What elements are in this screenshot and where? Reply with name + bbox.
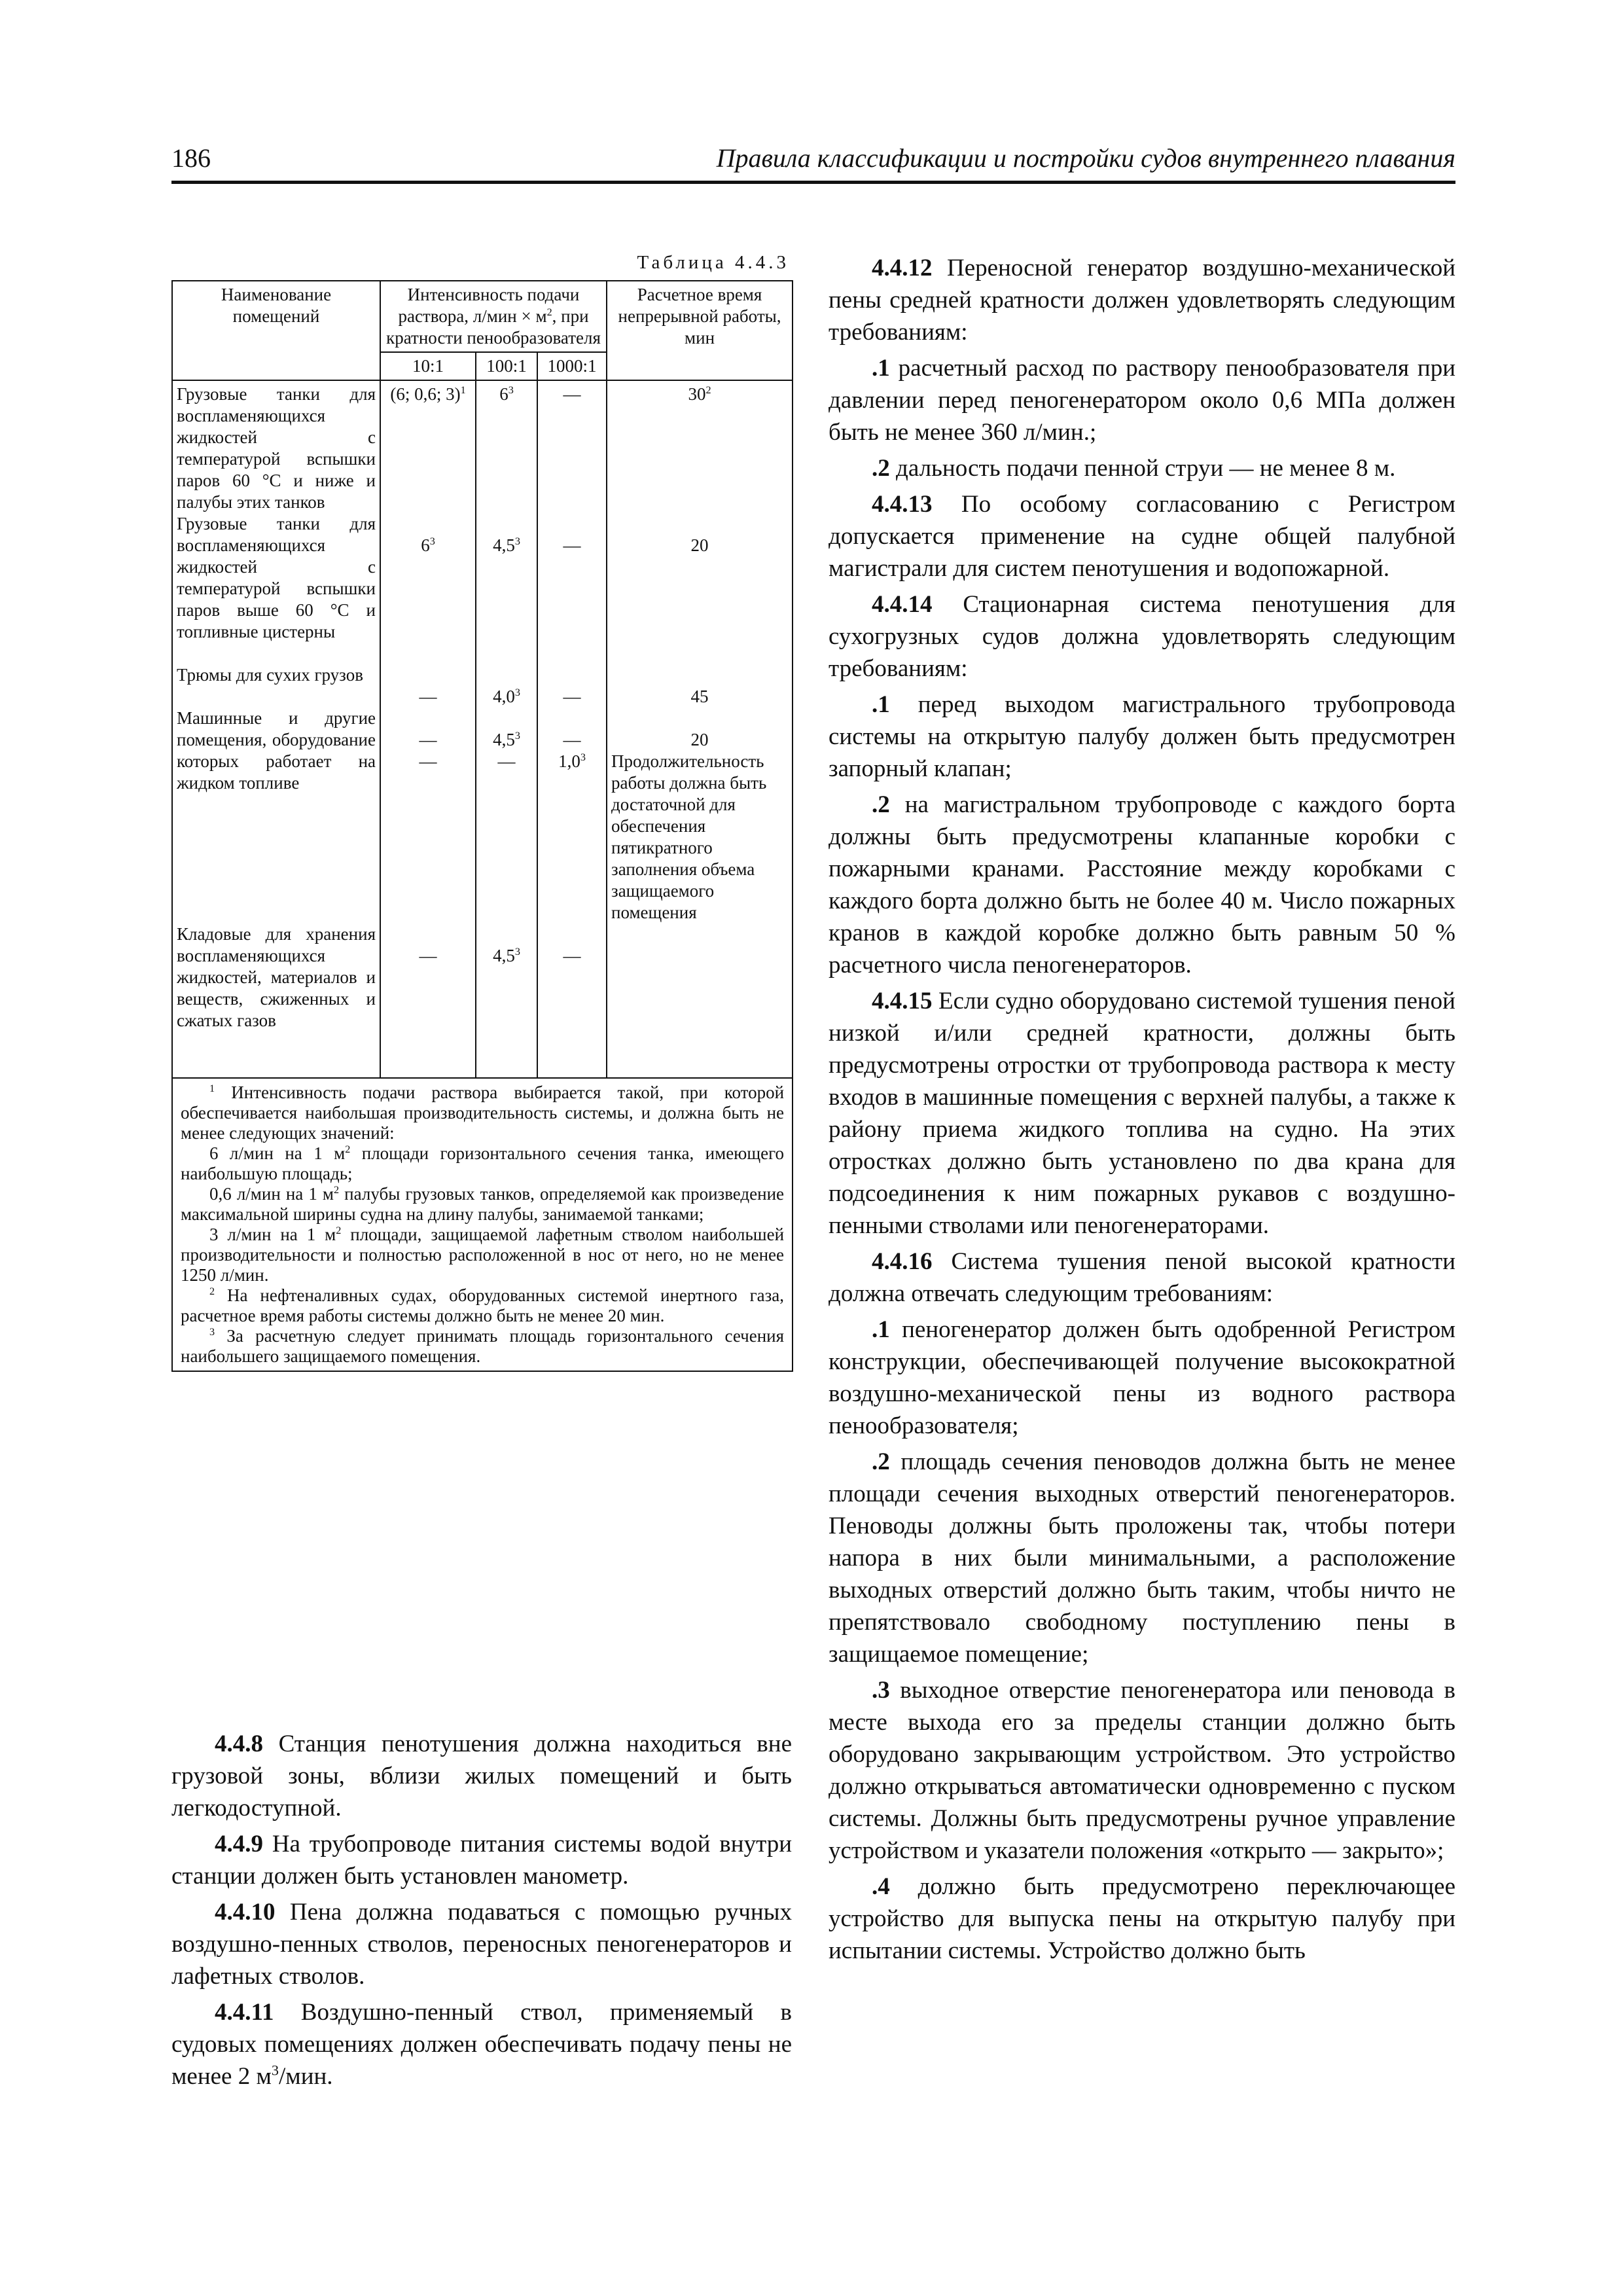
table-body-row — [172, 380, 793, 1078]
footnote-1c: 3 л/мин на 1 $м^2$ площади, защищаемой лафетным стволом наибольшей производительности и полностью расположенной в нос от него, но не менее 1250 л/мин. — [181, 1225, 785, 1285]
left-text-block — [171, 1728, 792, 2096]
item-4-4-12-1: .1 расчетный расход по раствору пенообразователя при давлении перед пеногенератором около 0,6 МПа должен быть не менее 360 л/мин.; — [829, 355, 1455, 446]
col-header-name: Наименование помещений — [172, 281, 380, 380]
value-cell: $4,0^3$ — [493, 687, 520, 706]
right-column — [829, 252, 1455, 1971]
col-header-time: Расчетное время непрерывной работы, мин — [607, 281, 793, 380]
left-column — [171, 252, 792, 2090]
value-cell: $6^3$ — [499, 384, 514, 404]
item-4-4-14-1: .1 перед выходом магистрального трубопровода системы на открытую палубу должен быть предусмотрен запорный клапан; — [829, 691, 1455, 782]
table-caption: Таблица 4.4.3 — [637, 252, 789, 273]
value-cell: — — [419, 751, 437, 771]
sub-header-1000: 1000:1 — [537, 352, 607, 380]
item-4-4-16-1: .1 пеногенератор должен быть одобренной Регистром конструкции, обеспечивающей получение высокократной воздушно-механической пены из водного раствора пенообразователя; — [829, 1316, 1455, 1439]
value-cell: 45 — [690, 687, 709, 706]
sub-header-100: 100:1 — [476, 352, 537, 380]
paragraph-4-4-12: 4.4.12 Переносной генератор воздушно-механической пены средней кратности должен удовлетворять следующим требованиям: — [829, 255, 1455, 346]
paragraph-4-4-10: 4.4.10 Пена должна подаваться с помощью ручных воздушно-пенных стволов, переносных пеногенераторов и лафетных стволов. — [171, 1899, 792, 1990]
value-cell: $4,5^3$ — [493, 946, 520, 965]
value-cell: — — [563, 687, 581, 706]
foam-intensity-table — [171, 280, 793, 1372]
value-cell: (6; 0,6; 3)$^1$ — [390, 384, 466, 404]
col-header-intensity: Интенсивность подачи раствора, $л/мин \times м^2$, при кратности пенообразователя — [380, 281, 607, 352]
value-cell: $6^3$ — [421, 535, 435, 555]
table-footnotes — [172, 1078, 793, 1371]
paragraph-4-4-9: 4.4.9 На трубопроводе питания системы водой внутри станции должен быть установлен манометр. — [171, 1831, 792, 1890]
col-10-cell — [380, 380, 476, 1078]
value-cell: $30^2$ — [688, 384, 711, 404]
item-4-4-14-2: .2 на магистральном трубопроводе с каждого борта должны быть предусмотрены клапанные коробки с пожарными кранами. Расстояние между коробками с каждого борта должно быть не более 40 м. Число пожарных кранов в каждой коробке должно быть равным 50 % расчетного числа пеногенераторов. — [829, 791, 1455, 978]
paragraph-4-4-14: 4.4.14 Стационарная система пенотушения для сухогрузных судов должна удовлетворять следующим требованиям: — [829, 591, 1455, 682]
item-4-4-16-3: .3 выходное отверстие пеногенератора или пеновода в месте выхода его за пределы станции должно быть оборудовано закрывающим устройством. Это устройство должно открываться автоматически одновременно с пуском системы. Должны быть предусмотрены ручное управление устройством и указатели положения «открыто — закрыто»; — [829, 1677, 1455, 1864]
footnote-1a: 6 л/мин на 1 $м^2$ площади горизонтального сечения танка, имеющего наибольшую площадь; — [181, 1143, 785, 1183]
col-100-cell — [476, 380, 537, 1078]
value-cell: — — [497, 751, 516, 771]
paragraph-4-4-15: 4.4.15 Если судно оборудовано системой тушения пеной низкой и/или средней кратности, должны быть предусмотрены отростки от трубопровода раствора к месту входов в машинные помещения с верхней палубы, а также к району приема жидкого топлива на судно. На этих отростках должно быть установлено по два крана для подсоединения к ним пожарных рукавов с воздушно-пенными стволами или пеногенераторами. — [829, 988, 1455, 1239]
row-name: Трюмы для сухих грузов — [177, 665, 363, 685]
paragraph-4-4-11: 4.4.11 Воздушно-пенный ствол, применяемый в судовых помещениях должен обеспечивать подачу пены не менее 2 $м^3$/мин. — [171, 1999, 792, 2090]
value-cell: $4,5^3$ — [493, 730, 520, 749]
item-4-4-16-4: .4 должно быть предусмотрено переключающее устройство для выпуска пены на открытую палубу при испытании системы. Устройство должно быть — [829, 1873, 1455, 1964]
footnote-3: $^3$ За расчетную следует принимать площадь горизонтального сечения наибольшего защищаемого помещения. — [181, 1326, 785, 1366]
row-name: Грузовые танки для воспламеняющихся жидкостей с температурой вспышки паров выше 60 °C и топливные цистерны — [177, 514, 376, 641]
paragraph-4-4-8: 4.4.8 Станция пенотушения должна находиться вне грузовой зоны, вблизи жилых помещений и быть легкодоступной. — [171, 1731, 792, 1821]
row-name: Кладовые для хранения воспламеняющихся жидкостей, материалов и веществ, сжиженных и сжатых газов — [177, 924, 376, 1030]
paragraph-4-4-16: 4.4.16 Система тушения пеной высокой кратности должна отвечать следующим требованиям: — [829, 1248, 1455, 1307]
names-cell — [172, 380, 380, 1078]
value-cell: Продолжительность работы должна быть достаточной для обеспечения пятикратного заполнения объема защищаемого помещения — [611, 751, 767, 922]
value-cell: — — [563, 535, 581, 555]
row-name: Грузовые танки для воспламеняющихся жидкостей с температурой вспышки паров 60 °C и ниже и палубы этих танков — [177, 384, 376, 512]
value-cell: — — [419, 687, 437, 706]
value-cell: $1,0^3$ — [558, 751, 586, 771]
value-cell: 20 — [690, 535, 709, 555]
row-name: Машинные и другие помещения, оборудование которых работает на жидком топливе — [177, 708, 376, 793]
footnote-2: $^2$ На нефтеналивных судах, оборудованных системой инертного газа, расчетное время работы системы должно быть не менее 20 мин. — [181, 1285, 785, 1325]
value-cell: 20 — [690, 730, 709, 749]
page-number: 186 — [171, 143, 211, 173]
running-title: Правила классификации и постройки судов внутреннего плавания — [716, 143, 1455, 173]
footnote-1: $^1$ Интенсивность подачи раствора выбирается такой, при которой обеспечивается наибольшая производительность системы, и должна быть не менее следующих значений: — [181, 1083, 785, 1143]
col-1000-cell — [537, 380, 607, 1078]
footnote-1b: 0,6 л/мин на 1 $м^2$ палубы грузовых танков, определяемой как произведение максимальной ширины судна на длину палубы, занимаемой танками; — [181, 1184, 785, 1224]
value-cell: $4,5^3$ — [493, 535, 520, 555]
value-cell: — — [419, 946, 437, 965]
value-cell: — — [563, 946, 581, 965]
value-cell: — — [419, 730, 437, 749]
page-header — [171, 143, 1455, 184]
value-cell: — — [563, 384, 581, 404]
item-4-4-12-2: .2 дальность подачи пенной струи — не менее 8 м. — [872, 455, 1396, 482]
item-4-4-16-2: .2 площадь сечения пеноводов должна быть не менее площади сечения выходных отверстий пеногенераторов. Пеноводы должны быть проложены так, чтобы потери напора в них были минимальными, а расположение выходных отверстий должно быть таким, чтобы ничто не препятствовало свободному поступлению пены в защищаемое помещение; — [829, 1448, 1455, 1668]
sub-header-10: 10:1 — [380, 352, 476, 380]
paragraph-4-4-13: 4.4.13 По особому согласованию с Регистром допускается применение на судне общей палубной магистрали для систем пенотушения и водопожарной. — [829, 491, 1455, 582]
col-time-cell — [607, 380, 793, 1078]
value-cell: — — [563, 730, 581, 749]
